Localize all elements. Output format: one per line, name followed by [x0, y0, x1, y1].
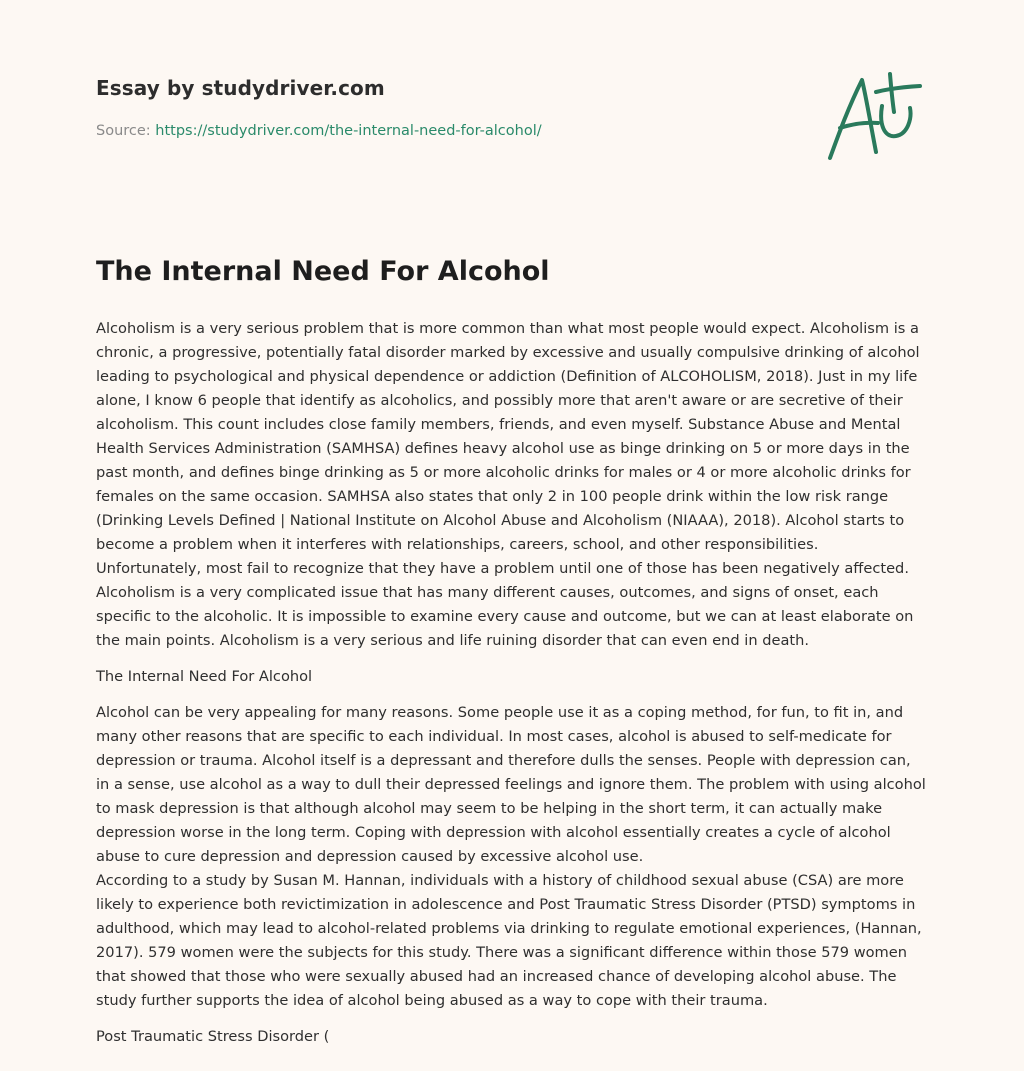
source-label: Source:	[96, 123, 156, 139]
site-title: Essay by studydriver.com	[96, 76, 385, 100]
source-line	[96, 123, 542, 139]
essay-title: The Internal Need For Alcohol	[96, 256, 550, 287]
paragraph-appeal: Alcohol can be very appealing for many reasons. Some people use it as a coping method, for fun, to fit in, and many other reasons that are specific to each individual. In most cases, alcohol is abused to self-medicate for depression or trauma. Alcohol itself is a depressant and therefore dulls the senses. People with depression can, in a sense, use alcohol as a way to dull their depressed feelings and ignore them. The problem with using alcohol to mask depression is that although alcohol may seem to be helping in the short term, it can actually make depression worse in the long term. Coping with depression with alcohol essentially creates a cycle of alcohol abuse to cure depression and depression caused by excessive alcohol use.	[96, 704, 926, 865]
source-link[interactable]: https://studydriver.com/the-internal-need-for-alcohol/	[155, 123, 542, 139]
section-heading: The Internal Need For Alcohol	[96, 668, 313, 685]
a-plus-logo-icon	[824, 66, 928, 166]
paragraph-intro: Alcoholism is a very serious problem that is more common than what most people would expect. Alcoholism is a chronic, a progressive, potentially fatal disorder marked by excessive and usually compulsive drinking of alcohol leading to psychological and physical dependence or addiction (Definition of ALCOHOLISM, 2018). Just in my life alone, I know 6 people that identify as alcoholics, and possibly more that aren't aware or are secretive of their alcoholism. This count includes close family members, friends, and even myself. Substance Abuse and Mental Health Services Administration (SAMHSA) defines heavy alcohol use as binge drinking on 5 or more days in the past month, and defines binge drinking as 5 or more alcoholic drinks for males or 4 or more alcoholic drinks for females on the same occasion. SAMHSA also states that only 2 in 100 people drink within the low risk range (Drinking Levels Defined | National Institute on Alcohol Abuse and Alcoholism (NIAAA), 2018). Alcohol starts to become a problem when it interferes with relationships, careers, school, and other responsibilities. Unfortunately, most fail to recognize that they have a problem until one of those has been negatively affected. Alcoholism is a very complicated issue that has many different causes, outcomes, and signs of onset, each specific to the alcoholic. It is impossible to examine every cause and outcome, but we can at least elaborate on the main points. Alcoholism is a very serious and life ruining disorder that can even end in death.	[96, 320, 920, 649]
section-heading-ptsd: Post Traumatic Stress Disorder (	[96, 1028, 330, 1045]
essay-body	[96, 317, 928, 1049]
paragraph-study: According to a study by Susan M. Hannan, individuals with a history of childhood sexual abuse (CSA) are more likely to experience both revictimization in adolescence and Post Traumatic Stress Disorder (PTSD) symptoms in adulthood, which may lead to alcohol-related problems via drinking to regulate emotional experiences, (Hannan, 2017). 579 women were the subjects for this study. There was a significant difference within those 579 women that showed that those who were sexually abused had an increased chance of developing alcohol abuse. The study further supports the idea of alcohol being abused as a way to cope with their trauma.	[96, 872, 922, 1009]
